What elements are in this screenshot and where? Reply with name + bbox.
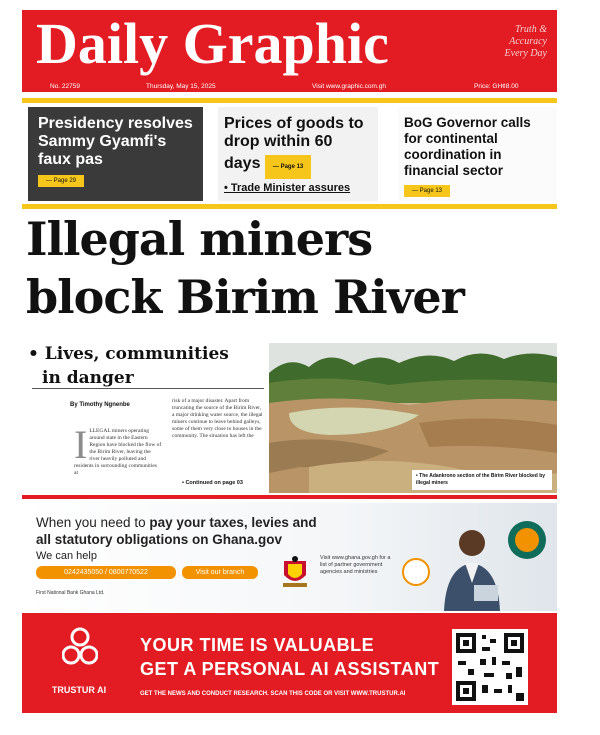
byline: By Timothy Ngnenbe: [70, 402, 130, 408]
advert-trustur-ai[interactable]: [22, 613, 557, 713]
divider: [32, 388, 264, 389]
issue-date: Thursday, May 15, 2025: [146, 83, 216, 90]
photo-caption: • The Adankrono section of the Birim River blocked by illegal miners: [412, 470, 552, 490]
divider: [22, 98, 557, 103]
teaser-subline: • Trade Minister assures: [224, 182, 351, 194]
divider: [22, 204, 557, 209]
divider: [22, 495, 557, 499]
ad-headline: When you need to pay your taxes, levies and: [36, 515, 317, 530]
motto-line: Truth &: [515, 24, 547, 35]
coat-of-arms-icon: [280, 555, 310, 589]
issue-number: No. 22759: [50, 83, 80, 90]
seal-icon: [402, 558, 430, 586]
drop-cap: I: [74, 422, 88, 467]
website-link[interactable]: Visit www.graphic.com.gh: [312, 83, 386, 90]
lead-headline-line: Illegal miners: [26, 212, 373, 266]
page-reference: — Page 13: [404, 185, 450, 197]
lead-headline-line: block Birim River: [26, 270, 464, 324]
price: Price: GH¢8.00: [474, 83, 519, 90]
motto-line: Accuracy: [509, 36, 547, 47]
lead-headline: [26, 210, 556, 326]
teaser-bog[interactable]: [398, 107, 557, 201]
teaser-headline: Prices of goods to drop within 60 days — Page 13: [224, 115, 372, 179]
page-reference: — Page 29: [38, 175, 84, 187]
phone-button[interactable]: 0242435050 / 0800770522: [36, 566, 176, 579]
person-image: [432, 523, 512, 611]
story-text: LLEGAL miners operating around state in the Eastern Region have blocked the flow of the Birim River, leaving the river heavily polluted and residents in surrounding communities at: [74, 428, 162, 476]
subhead-line: • Lives, communities: [28, 344, 229, 364]
page-reference: — Page 13: [265, 155, 311, 179]
ad-visit-text: Visit www.ghana.gov.gh for a list of partner government agencies and ministries: [320, 555, 391, 575]
ad-headline: all statutory obligations on Ghana.gov: [36, 532, 283, 547]
fnb-logo-icon: [508, 521, 546, 559]
story-column: [74, 422, 162, 477]
teaser-headline: BoG Governor calls for continental coordination in financial sector: [404, 115, 531, 178]
teaser-headline: Presidency resolves Sammy Gyamfi's faux pas: [38, 115, 193, 168]
teaser-presidency[interactable]: [28, 107, 203, 201]
ad-small-text: GET THE NEWS AND CONDUCT RESEARCH. SCAN THIS CODE OR VISIT WWW.TRUSTUR.AI: [140, 691, 406, 697]
story-text: risk of a major disaster. Apart from truncating the source of the Birim River, a major drinking water source, the illegal miners continue to leave behind galleys, some of them very close to houses in the community. The situation has left the: [172, 398, 263, 439]
bank-name: First National Bank Ghana Ltd.: [36, 590, 105, 596]
teaser-row: [22, 107, 557, 203]
lead-subhead: [28, 342, 263, 390]
newspaper-motto: [487, 24, 547, 60]
visit-branch-button[interactable]: Visit our branch: [182, 566, 258, 579]
continued-link[interactable]: • Continued on page 03: [182, 480, 243, 486]
ad-headline: YOUR TIME IS VALUABLE: [140, 635, 375, 655]
newspaper-title: Daily Graphic: [36, 11, 389, 76]
masthead-info-bar: [22, 83, 557, 95]
motto-line: Every Day: [504, 48, 547, 59]
qr-code-icon[interactable]: [452, 629, 528, 705]
masthead: [22, 10, 557, 92]
advert-ghana-gov[interactable]: [22, 503, 557, 611]
trustur-brand: TRUSTUR AI: [51, 685, 107, 695]
teaser-prices[interactable]: [218, 107, 378, 201]
trustur-logo-icon: [62, 627, 98, 679]
newspaper-front-page: [22, 10, 557, 722]
ad-headline: GET A PERSONAL AI ASSISTANT: [140, 659, 440, 679]
ad-help-text: We can help: [36, 550, 97, 562]
story-column: [172, 398, 264, 440]
subhead-line: in danger: [42, 368, 134, 388]
